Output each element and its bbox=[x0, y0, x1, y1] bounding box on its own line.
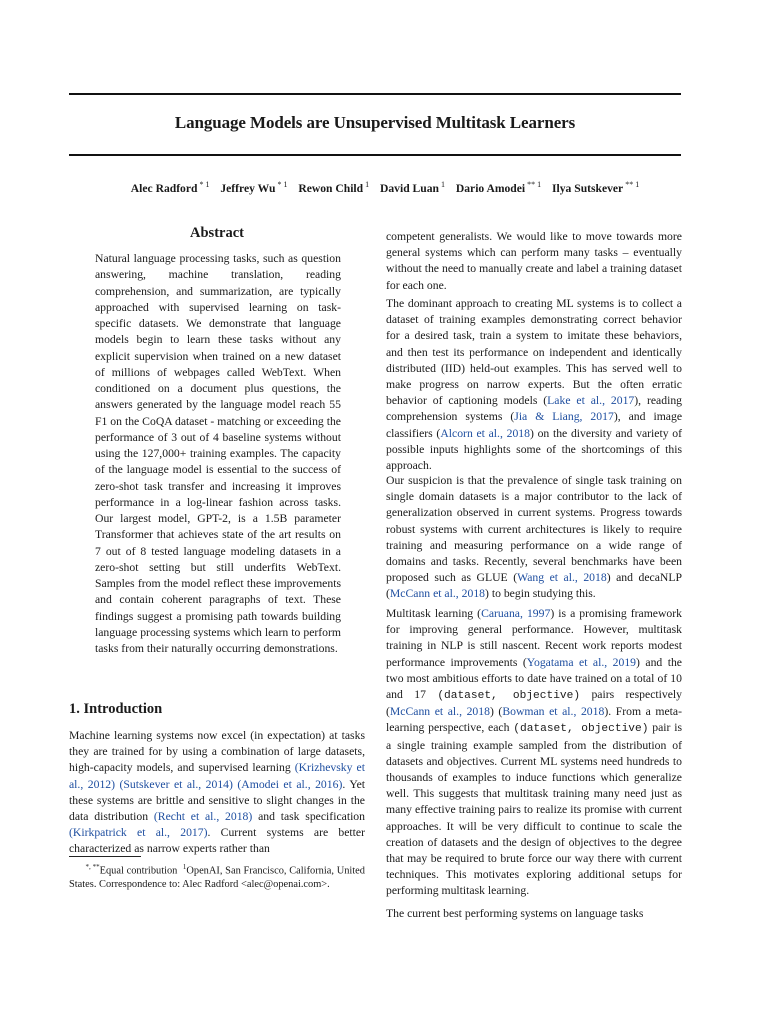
citation-link[interactable]: Yogatama et al., 2019 bbox=[526, 655, 637, 669]
citation-link[interactable]: Bowman et al., 2018 bbox=[502, 705, 605, 719]
author: Dario Amodei $^{** 1}$ bbox=[455, 180, 542, 195]
body-paragraph: The current best performing systems on language tasks bbox=[386, 907, 644, 920]
author: Ilya Sutskever $^{** 1}$ bbox=[552, 180, 640, 195]
citation-link[interactable]: (Sutskever et al., 2014) bbox=[119, 777, 233, 791]
author-affiliation-mark: * 1 bbox=[277, 180, 288, 189]
introduction-paragraph: Machine learning systems now excel (in expectation) at tasks they are trained for by using a combination of large datasets, high-capacity models, and supervised learning (Krizhevsky et al., 2012) (Sutskever et al., 2014) (Amodei et al., 2016). Yet these systems are brittle and sensitive to slight changes in the data distribution (Recht et al., 2018) and task specification (Kirkpatrick et al., 2017). Current systems are better characterized as narrow experts rather than bbox=[69, 729, 366, 856]
citation-link[interactable]: Jia & Liang, 2017 bbox=[514, 410, 614, 424]
body-paragraph: The dominant approach to creating ML systems is to collect a dataset of training examples demonstrating correct behavior for a desired task, train a system to imitate these behaviors, and then test its performance on independent and identically distributed (IID) held-out examples. This has served well to make progress on narrow experts. But the often erratic behavior of captioning models (Lake et al., 2017), reading comprehension systems (Jia & Liang, 2017), and image classifiers (Alcorn et al., 2018) on the diversity and variety of possible inputs highlights some of the shortcomings of this approach. bbox=[386, 297, 683, 473]
citation-link[interactable]: Wang et al., 2018 bbox=[517, 571, 607, 585]
citation-link[interactable]: (Amodei et al., 2016) bbox=[237, 777, 343, 791]
paper-title: Language Models are Unsupervised Multitask Learners bbox=[174, 113, 576, 132]
footnote-mark: *, ** bbox=[85, 863, 100, 871]
body-paragraph: Multitask learning (Caruana, 1997) is a promising framework for improving general performance. However, multitask training in NLP is still nascent. Recent work reports modest performance improvements (Yogatama et al., 2019) and the two most ambitious efforts to date have trained on a total of 10 and 17 (dataset, objective) pairs respectively (McCann et al., 2018) (Bowman et al., 2018). From a meta-learning perspective, each (dataset, objective) pair is a single training example sampled from the distribution of datasets and objectives. Current ML systems need hundreds to thousands of examples to induce functions which generalize well. This suggests that multitask training many need just as many effective training pairs to realize its promise with current approaches. It will be very difficult to continue to scale the creation of datasets and the design of objectives to the degree that may be required to brute force our way there with current techniques. This motivates exploring additional setups for performing multitask learning. bbox=[386, 607, 683, 898]
footnote: *, **Equal contribution $^1$OpenAI, San Francisco, California, United States. Correspondence to: Alec Radford <alec@openai.com>. bbox=[69, 863, 365, 891]
author-affiliation-mark: 1 bbox=[440, 180, 445, 189]
code-span: (dataset, objective) bbox=[513, 723, 649, 736]
abstract-body: Natural language processing tasks, such as question answering, machine translation, reading comprehension, and summarization, are typically approached with supervised learning on task-specific datasets. We demonstrate that language models begin to learn these tasks without any explicit supervision when trained on a new dataset of millions of webpages called WebText. When conditioned on a document plus questions, the answers generated by the language model reach 55 F1 on the CoQA dataset - matching or exceeding the performance of 3 out of 4 baseline systems without using the 127,000+ training examples. The capacity of the language model is essential to the success of zero-shot task transfer and increasing it improves performance in a log-linear fashion across tasks. Our largest model, GPT-2, is a 1.5B parameter Transformer that achieves state of the art results on 7 out of 8 tested language modeling datasets in a zero-shot setting but still underfits WebText. Samples from the model reflect these improvements and contain coherent paragraphs of text. These findings suggest a promising path towards building language processing systems which learn to perform tasks from their naturally occurring demonstrations. bbox=[95, 252, 341, 655]
citation-link[interactable]: Alcorn et al., 2018 bbox=[440, 426, 530, 440]
title-rule-top bbox=[69, 93, 681, 95]
footnote-rule bbox=[69, 856, 141, 857]
author: Alec Radford $^{* 1}$ bbox=[130, 180, 210, 195]
author: Rewon Child $^1$ bbox=[298, 180, 370, 195]
footnote-mark: 1 bbox=[182, 863, 187, 871]
body-paragraph: competent generalists. We would like to move towards more general systems which can perform many tasks – eventually without the need to manually create and label a training dataset for each one. bbox=[386, 230, 682, 292]
introduction-heading: 1. Introduction bbox=[69, 701, 163, 717]
author-affiliation-mark: ** 1 bbox=[527, 180, 542, 189]
body-paragraph: Our suspicion is that the prevalence of single task training on single domain datasets is a major contributor to the lack of generalization observed in current systems. Progress towards robust systems with current architectures is likely to require training and measuring performance on a wide range of domains and tasks. Recently, several benchmarks have been proposed such as GLUE (Wang et al., 2018) and decaNLP (McCann et al., 2018) to begin studying this. bbox=[386, 474, 682, 601]
citation-link[interactable]: McCann et al., 2018 bbox=[389, 705, 490, 719]
citation-link[interactable]: Lake et al., 2017 bbox=[547, 394, 635, 408]
citation-link[interactable]: (Kirkpatrick et al., 2017) bbox=[69, 826, 208, 840]
author-affiliation-mark: * 1 bbox=[199, 180, 210, 189]
code-span: (dataset, objective) bbox=[437, 690, 581, 703]
author-affiliation-mark: ** 1 bbox=[625, 180, 640, 189]
citation-link[interactable]: (Krizhevsky et al., 2012) bbox=[69, 761, 365, 791]
author: David Luan $^1$ bbox=[380, 180, 445, 195]
citation-link[interactable]: Caruana, 1997 bbox=[481, 607, 551, 620]
author: Jeffrey Wu $^{* 1}$ bbox=[220, 180, 288, 195]
citation-link[interactable]: McCann et al., 2018 bbox=[389, 587, 486, 601]
author-affiliation-mark: 1 bbox=[365, 180, 370, 189]
title-rule-bottom bbox=[69, 154, 681, 156]
citation-link[interactable]: (Recht et al., 2018) bbox=[153, 810, 253, 824]
abstract-heading: Abstract bbox=[190, 225, 244, 241]
author-list bbox=[40, 180, 730, 195]
